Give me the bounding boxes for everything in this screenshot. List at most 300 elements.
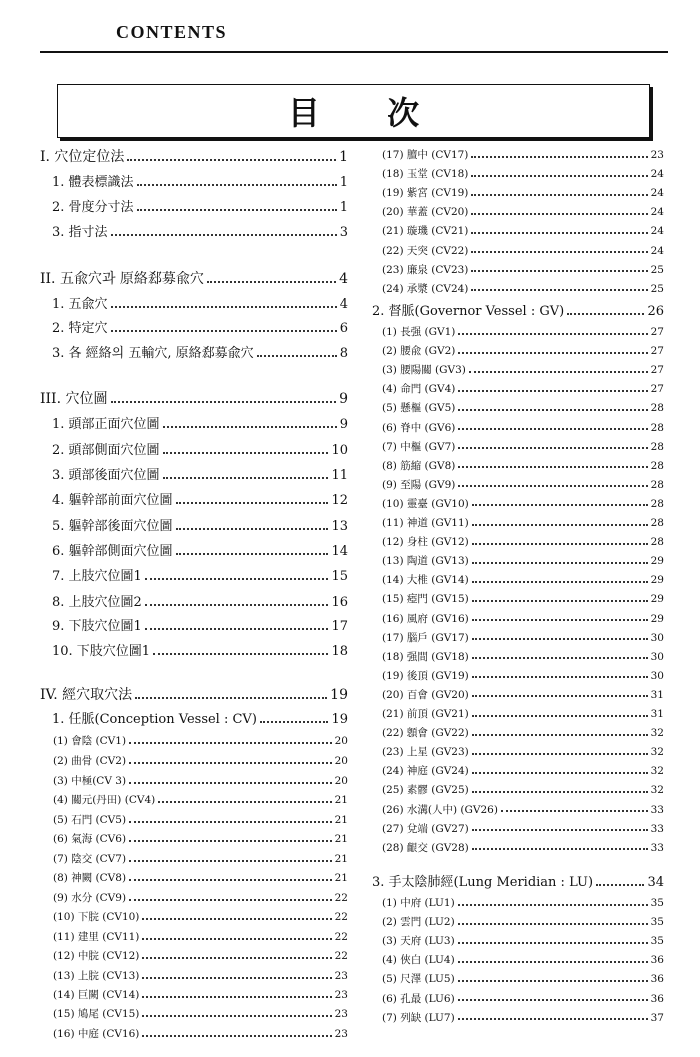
- dot-leader: [142, 1015, 331, 1017]
- dot-leader: [472, 657, 648, 659]
- toc-entry-label: (11) 建里 (CV11): [53, 931, 140, 943]
- toc-entry-page: 36: [650, 992, 664, 1005]
- toc-entry-label: (14) 巨闕 (CV14): [53, 989, 140, 1001]
- toc-entry-label: (15) 鳩尾 (CV15): [53, 1008, 140, 1020]
- toc-entry: [382, 480, 664, 491]
- dot-leader: [257, 355, 337, 357]
- toc-entry: [53, 736, 348, 747]
- toc-entry: [382, 1013, 664, 1024]
- toc-entry-page: 30: [650, 669, 664, 682]
- toc-entry: [382, 994, 664, 1005]
- toc-entry-label: 3. 頭部後面穴位圖: [52, 468, 160, 483]
- dot-leader: [472, 562, 648, 564]
- toc-entry: [52, 298, 348, 311]
- toc-entry-label: (3) 天府 (LU3): [382, 935, 455, 948]
- toc-entry-page: 21: [334, 853, 348, 865]
- toc-entry-page: 20: [334, 775, 348, 787]
- toc-entry-page: 29: [650, 574, 664, 587]
- toc-entry: [382, 365, 664, 376]
- toc-entry-page: 16: [331, 595, 348, 610]
- toc-entry-page: 23: [334, 970, 348, 982]
- toc-entry-label: (4) 俠白 (LU4): [382, 954, 455, 967]
- dot-leader: [471, 194, 647, 196]
- toc-entry-label: (8) 筋縮 (GV8): [382, 459, 456, 472]
- toc-entry: [382, 327, 664, 338]
- toc-entry-page: 23: [334, 1028, 348, 1040]
- toc-entry-label: (18) 玉堂 (CV18): [382, 168, 469, 181]
- dot-leader: [458, 352, 647, 354]
- toc-entry-label: IV. 經穴取穴法: [40, 687, 133, 703]
- toc-entry: [382, 709, 664, 720]
- toc-entry-page: 1: [339, 200, 348, 215]
- toc-entry-page: 35: [650, 916, 664, 929]
- toc-entry-page: 30: [650, 631, 664, 644]
- toc-entry-page: 23: [334, 989, 348, 1001]
- toc-entry-page: 31: [650, 688, 664, 701]
- toc-entry-label: 5. 軀幹部後面穴位圖: [52, 519, 173, 534]
- toc-entry: [382, 690, 664, 701]
- toc-entry: [53, 756, 348, 767]
- toc-entry-label: (28) 齦交 (GV28): [382, 841, 469, 854]
- toc-entry-label: (5) 石門 (CV5): [53, 814, 127, 826]
- dot-leader: [458, 485, 647, 487]
- toc-entry: [53, 815, 348, 826]
- toc-entry: [52, 520, 348, 533]
- dot-leader: [472, 829, 648, 831]
- toc-entry-label: (26) 水溝(人中) (GV26): [382, 803, 498, 816]
- dot-leader: [501, 810, 648, 812]
- toc-entry-page: 28: [650, 478, 664, 491]
- dot-leader: [129, 742, 332, 744]
- toc-entry-page: 4: [339, 271, 348, 287]
- dot-leader: [471, 156, 647, 158]
- dot-leader: [471, 270, 647, 272]
- toc-entry-page: 21: [334, 814, 348, 826]
- toc-entry-page: 22: [334, 950, 348, 962]
- toc-entry-page: 26: [647, 304, 664, 319]
- dot-leader: [567, 313, 644, 315]
- toc-entry-label: 7. 上肢穴位圖1: [52, 569, 142, 584]
- dot-leader: [176, 502, 329, 504]
- toc-entry-page: 11: [331, 468, 348, 483]
- dot-leader: [458, 961, 648, 963]
- toc-entry-label: (2) 曲骨 (CV2): [53, 755, 127, 767]
- dot-leader: [471, 289, 647, 291]
- toc-entry-page: 27: [650, 383, 664, 396]
- toc-entry-label: 1. 五兪穴: [52, 297, 108, 312]
- toc-entry: [40, 150, 348, 164]
- toc-entry: [53, 893, 348, 904]
- toc-entry: [382, 423, 664, 434]
- toc-entry: [382, 461, 664, 472]
- toc-entry-label: 3. 手太陰肺經(Lung Meridian : LU): [372, 875, 594, 890]
- dot-leader: [472, 619, 648, 621]
- dot-leader: [163, 477, 329, 479]
- toc-entry-page: 23: [334, 1008, 348, 1020]
- toc-entry-page: 32: [650, 746, 664, 759]
- toc-entry-page: 31: [650, 708, 664, 720]
- toc-entry-page: 25: [650, 263, 664, 276]
- toc-entry-label: (12) 中脘 (CV12): [53, 950, 140, 962]
- dot-leader: [129, 879, 332, 881]
- toc-entry: [53, 1029, 348, 1040]
- toc-entry: [382, 169, 664, 180]
- toc-entry-label: (7) 中樞 (GV7): [382, 440, 456, 453]
- toc-entry-page: 15: [331, 569, 348, 584]
- toc-entry-page: 3: [339, 225, 348, 240]
- toc-entry-label: (19) 紫宮 (CV19): [382, 187, 469, 200]
- dot-leader: [458, 428, 647, 430]
- toc-entry: [382, 671, 664, 682]
- toc-entry: [382, 728, 664, 739]
- toc-entry: [382, 499, 664, 510]
- toc-entry-page: 21: [334, 794, 348, 806]
- toc-entry-label: 3. 各 經絡의 五輸穴, 原絡郄募兪穴: [52, 346, 254, 361]
- toc-entry: [52, 201, 348, 214]
- dot-leader: [472, 734, 648, 736]
- toc-entry-label: I. 穴位定位法: [40, 149, 125, 165]
- toc-entry: [52, 322, 348, 335]
- toc-entry: [382, 346, 664, 357]
- toc-entry-label: 1. 體表標識法: [52, 175, 134, 190]
- toc-entry-label: 9. 下肢穴位圖1: [52, 619, 142, 634]
- toc-entry-page: 19: [330, 687, 348, 703]
- dot-leader: [472, 543, 648, 545]
- toc-entry: [53, 873, 348, 884]
- toc-entry-label: III. 穴位圖: [40, 391, 108, 407]
- toc-entry: [382, 188, 664, 199]
- toc-entry-label: (21) 前頂 (GV21): [382, 708, 469, 720]
- dot-leader: [163, 426, 337, 428]
- dot-leader: [472, 848, 648, 850]
- toc-entry: [372, 876, 664, 889]
- toc-entry-label: (3) 腰陽關 (GV3): [382, 364, 466, 377]
- toc-entry: [382, 150, 664, 161]
- toc-entry-label: (5) 懸樞 (GV5): [382, 402, 456, 415]
- toc-entry-label: (13) 陶道 (GV13): [382, 555, 469, 568]
- toc-entry-page: 20: [334, 735, 348, 747]
- running-header: CONTENTS: [116, 22, 228, 42]
- dot-leader: [458, 333, 647, 335]
- dot-leader: [472, 715, 648, 717]
- toc-entry: [52, 494, 348, 507]
- dot-leader: [129, 860, 332, 862]
- toc-entry-page: 32: [650, 727, 664, 740]
- toc-entry: [382, 936, 664, 947]
- toc-entry-page: 14: [331, 544, 348, 559]
- toc-entry-page: 24: [650, 244, 664, 257]
- dot-leader: [111, 306, 337, 308]
- toc-entry: [52, 418, 348, 431]
- dot-leader: [471, 175, 647, 177]
- dot-leader: [158, 801, 331, 803]
- toc-entry: [53, 795, 348, 806]
- toc-entry: [382, 747, 664, 758]
- toc-entry-label: 10. 下肢穴位圖1: [52, 644, 151, 659]
- dot-leader: [129, 821, 332, 823]
- toc-entry-page: 1: [339, 175, 348, 190]
- toc-entry-page: 27: [650, 364, 664, 377]
- dot-leader: [129, 840, 332, 842]
- toc-entry-label: (25) 素髎 (GV25): [382, 784, 469, 797]
- toc-entry-label: (14) 大椎 (GV14): [382, 574, 469, 587]
- toc-entry-page: 29: [650, 593, 664, 606]
- toc-entry: [52, 347, 348, 360]
- toc-entry-page: 17: [331, 619, 348, 634]
- toc-entry-label: (10) 下脘 (CV10): [53, 911, 140, 923]
- toc-title-box: [57, 84, 650, 138]
- toc-entry: [52, 444, 348, 457]
- toc-entry-label: 1. 任脈(Conception Vessel : CV): [52, 712, 257, 727]
- toc-entry-page: 33: [650, 841, 664, 854]
- toc-entry-label: (22) 顖會 (GV22): [382, 727, 469, 740]
- toc-entry: [382, 246, 664, 257]
- toc-entry: [382, 898, 664, 909]
- toc-entry: [382, 974, 664, 985]
- toc-entry: [53, 854, 348, 865]
- toc-entry: [382, 955, 664, 966]
- dot-leader: [469, 371, 648, 373]
- toc-entry: [382, 556, 664, 567]
- dot-leader: [472, 524, 648, 526]
- toc-entry-label: (15) 瘂門 (GV15): [382, 593, 469, 606]
- toc-entry-page: 22: [334, 892, 348, 904]
- toc-entry: [382, 917, 664, 928]
- toc-entry-label: (21) 璇璣 (CV21): [382, 225, 469, 238]
- toc-entry-label: (10) 靈臺 (GV10): [382, 497, 469, 510]
- dot-leader: [458, 1018, 648, 1020]
- toc-entry-page: 12: [331, 493, 348, 508]
- dot-leader: [458, 409, 647, 411]
- toc-entry-page: 34: [647, 875, 664, 890]
- toc-entry-page: 24: [650, 225, 664, 238]
- toc-entry: [52, 545, 348, 558]
- toc-entry-label: (13) 上脘 (CV13): [53, 970, 140, 982]
- toc-entry-label: (24) 神庭 (GV24): [382, 765, 469, 778]
- toc-entry-label: 3. 指寸法: [52, 225, 108, 240]
- toc-entry-label: (17) 腦戶 (GV17): [382, 631, 469, 644]
- dot-leader: [129, 762, 332, 764]
- toc-entry-label: 4. 軀幹部前面穴位圖: [52, 493, 173, 508]
- toc-entry-page: 32: [650, 765, 664, 778]
- toc-entry-page: 32: [650, 784, 664, 797]
- dot-leader: [145, 628, 329, 630]
- toc-entry-page: 19: [331, 712, 348, 727]
- toc-entry-label: 2. 特定穴: [52, 321, 108, 336]
- toc-entry-page: 21: [334, 872, 348, 884]
- toc-entry-page: 13: [331, 519, 348, 534]
- toc-entry-label: 2. 骨度分寸法: [52, 200, 134, 215]
- toc-entry-page: 35: [650, 897, 664, 909]
- toc-entry-label: (6) 脊中 (GV6): [382, 421, 456, 434]
- dot-leader: [458, 999, 648, 1001]
- toc-entry: [53, 951, 348, 962]
- dot-leader: [111, 401, 337, 403]
- toc-entry-page: 24: [650, 206, 664, 219]
- toc-entry-page: 25: [650, 282, 664, 295]
- dot-leader: [458, 447, 647, 449]
- toc-entry: [52, 645, 348, 658]
- toc-entry-label: (12) 身柱 (GV12): [382, 536, 469, 549]
- dot-leader: [472, 600, 648, 602]
- toc-entry: [52, 469, 348, 482]
- toc-entry-page: 28: [650, 497, 664, 510]
- toc-entry: [53, 990, 348, 1001]
- toc-entry-label: (4) 關元(丹田) (CV4): [53, 794, 156, 806]
- dot-leader: [137, 209, 337, 211]
- dot-leader: [472, 504, 648, 506]
- dot-leader: [129, 782, 332, 784]
- dot-leader: [176, 553, 329, 555]
- dot-leader: [153, 653, 328, 655]
- toc-entry-label: (4) 命門 (GV4): [382, 383, 456, 396]
- dot-leader: [472, 772, 648, 774]
- toc-entry-page: 33: [650, 822, 664, 835]
- dot-leader: [163, 452, 329, 454]
- toc-entry: [382, 766, 664, 777]
- toc-entry-page: 29: [650, 612, 664, 625]
- toc-entry: [53, 776, 348, 787]
- toc-entry-label: (1) 長强 (GV1): [382, 326, 456, 338]
- dot-leader: [472, 695, 648, 697]
- toc-entry-page: 37: [650, 1011, 664, 1024]
- toc-entry-page: 29: [650, 555, 664, 568]
- toc-entry: [40, 688, 348, 702]
- toc-entry-label: (6) 孔最 (LU6): [382, 992, 455, 1005]
- dot-leader: [145, 578, 329, 580]
- dot-leader: [137, 184, 337, 186]
- dot-leader: [145, 604, 329, 606]
- toc-entry-page: 18: [331, 644, 348, 659]
- toc-entry-label: (7) 陰交 (CV7): [53, 853, 127, 865]
- toc-entry: [53, 834, 348, 845]
- toc-entry-label: (18) 强間 (GV18): [382, 650, 469, 663]
- toc-entry-page: 36: [650, 973, 664, 986]
- dot-leader: [142, 918, 331, 920]
- toc-entry: [40, 272, 348, 286]
- dot-leader: [472, 581, 648, 583]
- toc-entry-label: (9) 水分 (CV9): [53, 892, 127, 904]
- toc-entry: [52, 713, 348, 726]
- toc-entry: [53, 932, 348, 943]
- dot-leader: [471, 232, 647, 234]
- toc-entry-label: 2. 督脈(Governor Vessel : GV): [372, 304, 565, 319]
- toc-entry-label: (3) 中極(CV 3): [53, 775, 127, 787]
- toc-entry-page: 24: [650, 168, 664, 181]
- toc-entry: [382, 843, 664, 854]
- toc-entry: [52, 176, 348, 189]
- toc-entry-page: 30: [650, 650, 664, 663]
- dot-leader: [111, 330, 337, 332]
- toc-entry-page: 6: [339, 321, 348, 336]
- toc-entry-page: 28: [650, 536, 664, 549]
- toc-entry-label: (6) 氣海 (CV6): [53, 833, 127, 845]
- toc-entry-page: 9: [339, 391, 348, 407]
- dot-leader: [471, 213, 647, 215]
- toc-entry: [382, 785, 664, 796]
- toc-entry: [382, 805, 664, 816]
- toc-entry-label: 8. 上肢穴位圖2: [52, 595, 142, 610]
- dot-leader: [142, 938, 331, 940]
- toc-entry: [382, 594, 664, 605]
- toc-entry-page: 9: [339, 417, 348, 432]
- dot-leader: [142, 996, 331, 998]
- toc-entry-page: 28: [650, 421, 664, 434]
- dot-leader: [471, 251, 647, 253]
- toc-entry-label: 1. 頭部正面穴位圖: [52, 417, 160, 432]
- toc-entry-page: 27: [650, 345, 664, 358]
- toc-entry: [382, 384, 664, 395]
- header-rule: [40, 51, 668, 53]
- toc-entry-page: 8: [339, 346, 348, 361]
- toc-entry-page: 20: [334, 755, 348, 767]
- toc-entry: [382, 652, 664, 663]
- toc-entry-page: 1: [339, 149, 348, 165]
- dot-leader: [207, 281, 336, 283]
- dot-leader: [458, 904, 648, 906]
- toc-entry: [382, 518, 664, 529]
- dot-leader: [458, 923, 648, 925]
- toc-entry: [382, 537, 664, 548]
- toc-entry: [52, 596, 348, 609]
- dot-leader: [458, 466, 647, 468]
- toc-entry-label: (2) 腰兪 (GV2): [382, 345, 456, 358]
- dot-leader: [142, 977, 331, 979]
- toc-entry: [382, 265, 664, 276]
- toc-entry-page: 4: [339, 297, 348, 312]
- toc-entry: [382, 207, 664, 218]
- dot-leader: [458, 980, 648, 982]
- toc-entry-page: 27: [650, 326, 664, 338]
- dot-leader: [176, 528, 329, 530]
- toc-entry-label: (20) 華蓋 (CV20): [382, 206, 469, 219]
- toc-entry: [372, 305, 664, 318]
- toc-entry-label: (2) 雲門 (LU2): [382, 916, 455, 929]
- toc-entry-page: 28: [650, 517, 664, 529]
- toc-entry-label: (7) 列缺 (LU7): [382, 1011, 455, 1024]
- toc-entry-label: (23) 上星 (GV23): [382, 746, 469, 759]
- toc-entry-label: (8) 神闕 (CV8): [53, 872, 127, 884]
- toc-entry: [52, 570, 348, 583]
- toc-entry: [382, 824, 664, 835]
- dot-leader: [142, 1035, 331, 1037]
- toc-entry-page: 28: [650, 440, 664, 453]
- toc-entry-page: 10: [331, 443, 348, 458]
- toc-entry-label: 6. 軀幹部側面穴位圖: [52, 544, 173, 559]
- toc-entry-page: 23: [650, 149, 664, 161]
- toc-entry-label: II. 五兪穴과 原絡郄募兪穴: [40, 271, 204, 287]
- toc-entry: [53, 912, 348, 923]
- toc-entry: [52, 226, 348, 239]
- toc-entry-label: (1) 會陰 (CV1): [53, 735, 127, 747]
- toc-entry: [382, 633, 664, 644]
- toc-entry-page: 24: [650, 187, 664, 200]
- toc-entry: [53, 1009, 348, 1020]
- toc-entry-label: (24) 承漿 (CV24): [382, 282, 469, 295]
- dot-leader: [127, 159, 336, 161]
- dot-leader: [472, 791, 648, 793]
- toc-entry-page: 21: [334, 833, 348, 845]
- toc-entry-page: 28: [650, 402, 664, 415]
- toc-entry-page: 36: [650, 954, 664, 967]
- toc-entry-label: (20) 百會 (GV20): [382, 688, 469, 701]
- toc-entry: [52, 620, 348, 633]
- dot-leader: [458, 942, 648, 944]
- toc-entry-label: (19) 後頂 (GV19): [382, 669, 469, 682]
- toc-entry-label: (5) 尺澤 (LU5): [382, 973, 455, 986]
- toc-entry-label: 2. 頭部側面穴位圖: [52, 443, 160, 458]
- dot-leader: [129, 899, 332, 901]
